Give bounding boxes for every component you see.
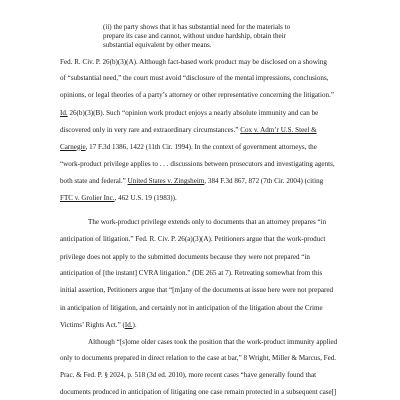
paragraph-line [60, 177, 323, 186]
paragraph-line: The work-product privilege extends only to documents that an attorney prepares “in [88, 217, 327, 226]
paragraph-line: Although “[s]ome older cases took the position that the work-product immunity applied [88, 337, 338, 346]
paragraph-line: anticipation of [the instant] CVRA litigation.” (DE 265 at 7). Retreating somewhat from this [60, 269, 323, 278]
paragraph-line: only to documents prepared in direct relation to the case at bar,” 8 Wright, Miller & Marcus, Fed. [60, 354, 337, 363]
paragraph-line [60, 109, 318, 118]
paragraph-text: 26(b)(3)(B). Such “opinion work product enjoys a nearly absolute immunity and can be [67, 108, 319, 117]
paragraph-line [60, 194, 177, 203]
citation-link[interactable]: Id. [124, 320, 133, 329]
paragraph-line: anticipation of litigation.” Fed. R. Civ. P. 26(a)(3)(A). Petitioners argue that the work-product [60, 234, 326, 243]
citation-link[interactable]: Carnegie [60, 142, 86, 151]
paragraph-line [60, 126, 317, 135]
citation-link[interactable]: United States v. Zingsheim [127, 177, 205, 186]
paragraph-line: of “substantial need,” the court must avoid “disclosure of the mental impressions, conclusions, [60, 74, 329, 83]
paragraph-text: Victims’ Rights Act.” ( [60, 320, 125, 329]
citation-link[interactable]: Cox v. Adm’r U.S. Steel & [240, 125, 317, 134]
paragraph-line: Fed. R. Civ. P. 26(b)(3)(A). Although fact-based work product may be disclosed on a showing [60, 57, 327, 66]
paragraph-text: , 17 F.3d 1386, 1422 (11th Cir. 1994). In the context of government attorneys, the [85, 142, 317, 151]
paragraph-line: “work-product privilege applies to . . . discussions between prosecutors and investigating agents, [60, 160, 335, 169]
paragraph-text: , 384 F.3d 867, 872 (7th Cir. 2004) (citing [204, 177, 324, 186]
paragraph-line [60, 321, 137, 330]
paragraph-line: in anticipation of litigation, and certainly not in anticipation of the litigation about the Crime [60, 303, 323, 312]
paragraph-line: opinions, or legal theories of a party’s attorney or other representative concerning the litigation.” [60, 91, 335, 100]
blockquote-line: prepare its case and cannot, without undue hardship, obtain their [103, 31, 287, 40]
paragraph-line [60, 143, 317, 152]
citation-link[interactable]: FTC v. Grolier Inc. [60, 194, 115, 202]
blockquote-line: (ii) the party shows that it has substantial need for the materials to [103, 23, 291, 31]
paragraph-text: both state and federal.” [60, 177, 128, 186]
blockquote-line: substantial equivalent by other means. [103, 40, 212, 49]
citation-link[interactable]: Id. [60, 108, 68, 117]
paragraph-text: discovered only in very rare and extraordinary circumstances.” [60, 125, 241, 134]
paragraph-line: privilege does not apply to the submitted documents because they were not prepared “in [60, 252, 310, 261]
paragraph-line: documents produced in anticipation of litigating one case remain protected in a subsequent case[] [60, 388, 337, 396]
paragraph-text: ). [132, 320, 137, 329]
paragraph-line: initial assertion, Petitioners argue that “[m]any of the documents at issue here were not prepared [60, 286, 334, 295]
paragraph-text: , 462 U.S. 19 (1983)). [114, 194, 177, 202]
paragraph-line: Prac. & Fed. P. § 2024, p. 518 (3d ed. 2010), more recent cases “have generally found that [60, 371, 317, 380]
